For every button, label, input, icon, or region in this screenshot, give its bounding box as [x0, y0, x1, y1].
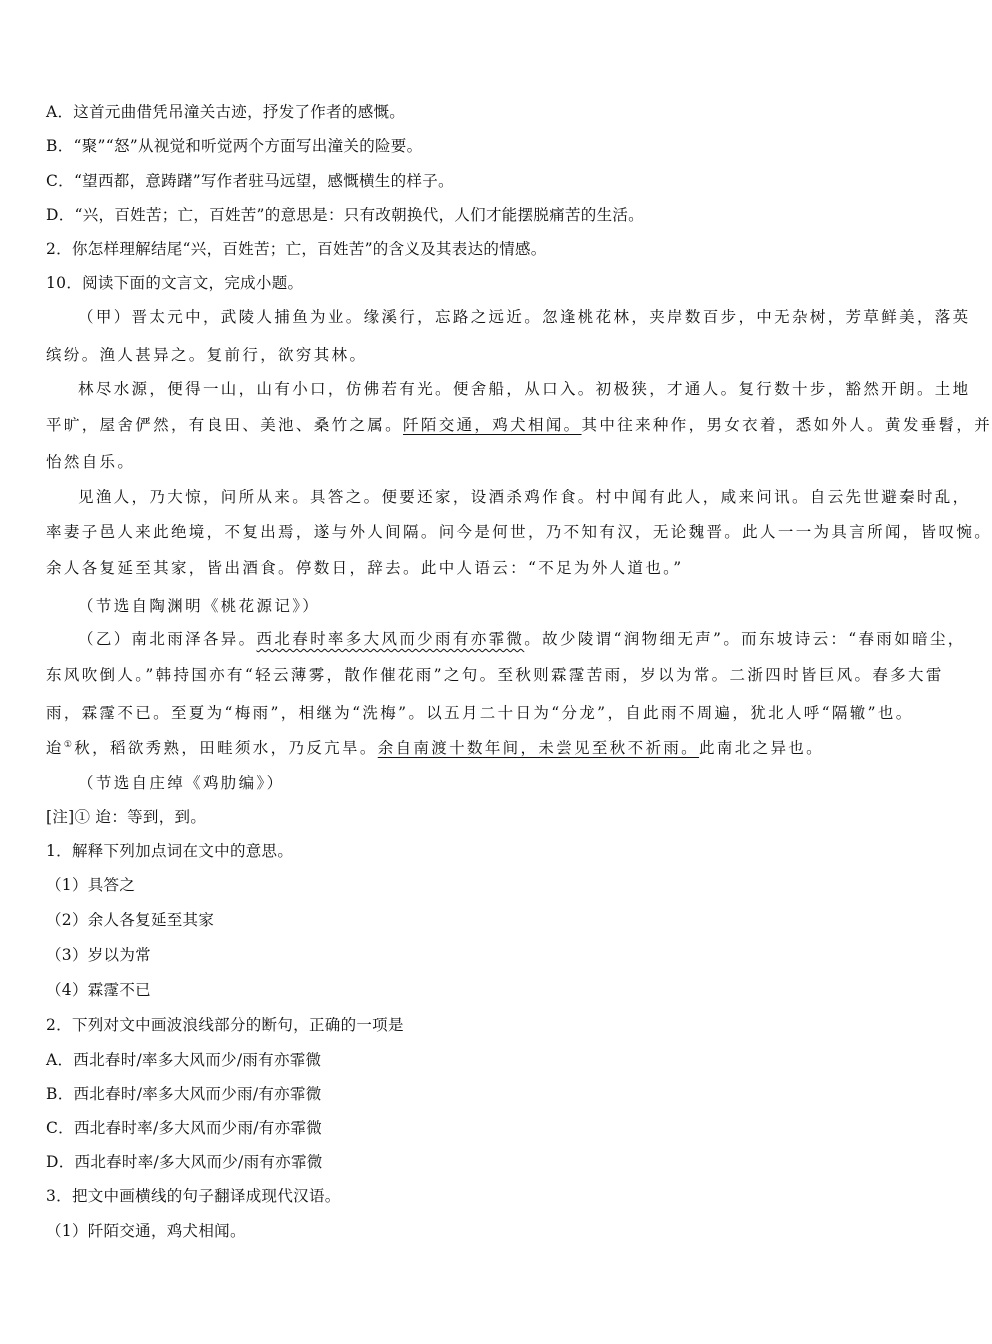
q3-item: （1）阡陌交通，鸡犬相闻。	[46, 1222, 246, 1240]
text-a-line: 怡然自乐。	[46, 453, 136, 471]
text-a-line: 缤纷。渔人甚异之。复前行，欲穷其林。	[46, 346, 368, 364]
q1-title: 1．解释下列加点词在文中的意思。	[46, 842, 294, 860]
text-b-segment: 此南北之异也。	[699, 739, 824, 757]
q9-option-d: D．“兴，百姓苦；亡，百姓苦”的意思是：只有改朝换代，人们才能摆脱痛苦的生活。	[46, 206, 644, 224]
text-a-source: （节选自陶渊明《桃花源记》）	[78, 597, 321, 615]
text-a-line: （甲）晋太元中，武陵人捕鱼为业。缘溪行，忘路之远近。忽逢桃花林，夹岸数百步，中无杂树，芳草鲜美，落英	[78, 308, 971, 326]
footnote: [注]① 迨：等到，到。	[46, 808, 207, 826]
text-a-line: 率妻子邑人来此绝境，不复出焉，遂与外人间隔。问今是何世，乃不知有汉，无论魏晋。此人一一为具言所闻，皆叹惋。	[46, 523, 992, 541]
text-b-line	[46, 738, 824, 758]
q1-item: （3）岁以为常	[46, 946, 151, 964]
underlined-sentence-2: 余自南渡十数年间，未尝见至秋不祈雨。	[377, 739, 700, 757]
q2-option-c: C．西北春时率/多大风而少雨/有亦霏微	[46, 1119, 323, 1137]
q9-subquestion-2: 2．你怎样理解结尾“兴，百姓苦；亡，百姓苦”的含义及其表达的情感。	[46, 240, 547, 258]
q1-item: （1）具答之	[46, 876, 136, 894]
q2-option-a: A．西北春时/率多大风而少/雨有亦霏微	[46, 1051, 322, 1069]
text-a-line: 见渔人，乃大惊，问所从来。具答之。便要还家，设酒杀鸡作食。村中闻有此人，咸来问讯。自云先世避秦时乱，	[78, 488, 971, 506]
q3-title: 3．把文中画横线的句子翻译成现代汉语。	[46, 1187, 341, 1205]
q2-option-b: B．西北春时/率多大风而少雨/有亦霏微	[46, 1085, 322, 1103]
text-b-segment: 秋，稻欲秀熟，田畦须水，乃反亢旱。	[74, 739, 378, 757]
q2-title: 2．下列对文中画波浪线部分的断句，正确的一项是	[46, 1016, 404, 1034]
text-a-segment: 平旷，屋舍俨然，有良田、美池、桑竹之属。	[46, 416, 404, 434]
text-b-segment: 。故少陵谓“润物细无声”。而东坡诗云：“春雨如暗尘，	[524, 630, 966, 648]
footnote-marker: ①	[63, 739, 75, 750]
text-b-source: （节选自庄绰《鸡肋编》）	[78, 774, 285, 792]
text-b-line	[78, 629, 966, 649]
q1-item: （4）霖霪不已	[46, 981, 151, 999]
q10-title: 10．阅读下面的文言文，完成小题。	[46, 274, 304, 292]
underlined-sentence-1: 阡陌交通，鸡犬相闻。	[403, 416, 582, 434]
wavy-underlined-phrase: 西北春时率多大风而少雨有亦霏微	[256, 630, 525, 648]
text-b-segment: （乙）南北雨泽各异。	[78, 630, 257, 648]
text-a-line: 余人各复延至其家，皆出酒食。停数日，辞去。此中人语云：“不足为外人道也。”	[46, 559, 684, 577]
text-a-segment: 其中往来种作，男女衣着，悉如外人。黄发垂髫，并	[581, 416, 992, 434]
q9-option-c: C．“望西都，意踌躇”写作者驻马远望，感慨横生的样子。	[46, 172, 454, 190]
q1-item: （2）余人各复延至其家	[46, 911, 215, 929]
q2-option-d: D．西北春时率/多大风而少/雨有亦霏微	[46, 1153, 323, 1171]
text-b-line: 东风吹倒人。”韩持国亦有“轻云薄雾，散作催花雨”之句。至秋则霖霪苦雨，岁以为常。二浙四时皆巨风。春多大雷	[46, 666, 944, 684]
q9-option-a: A．这首元曲借凭吊潼关古迹，抒发了作者的感慨。	[46, 103, 406, 121]
text-b-line: 雨，霖霪不已。至夏为“梅雨”，相继为“洗梅”。以五月二十日为“分龙”，自此雨不周遍，犹北人呼“隔辙”也。	[46, 704, 914, 722]
text-a-line: 林尽水源，便得一山，山有小口，仿佛若有光。便舍船，从口入。初极狭，才通人。复行数十步，豁然开朗。土地	[78, 380, 971, 398]
text-a-line	[46, 415, 992, 435]
q9-option-b: B．“聚”“怒”从视觉和听觉两个方面写出潼关的险要。	[46, 137, 423, 155]
text-b-segment: 迨	[46, 739, 64, 757]
